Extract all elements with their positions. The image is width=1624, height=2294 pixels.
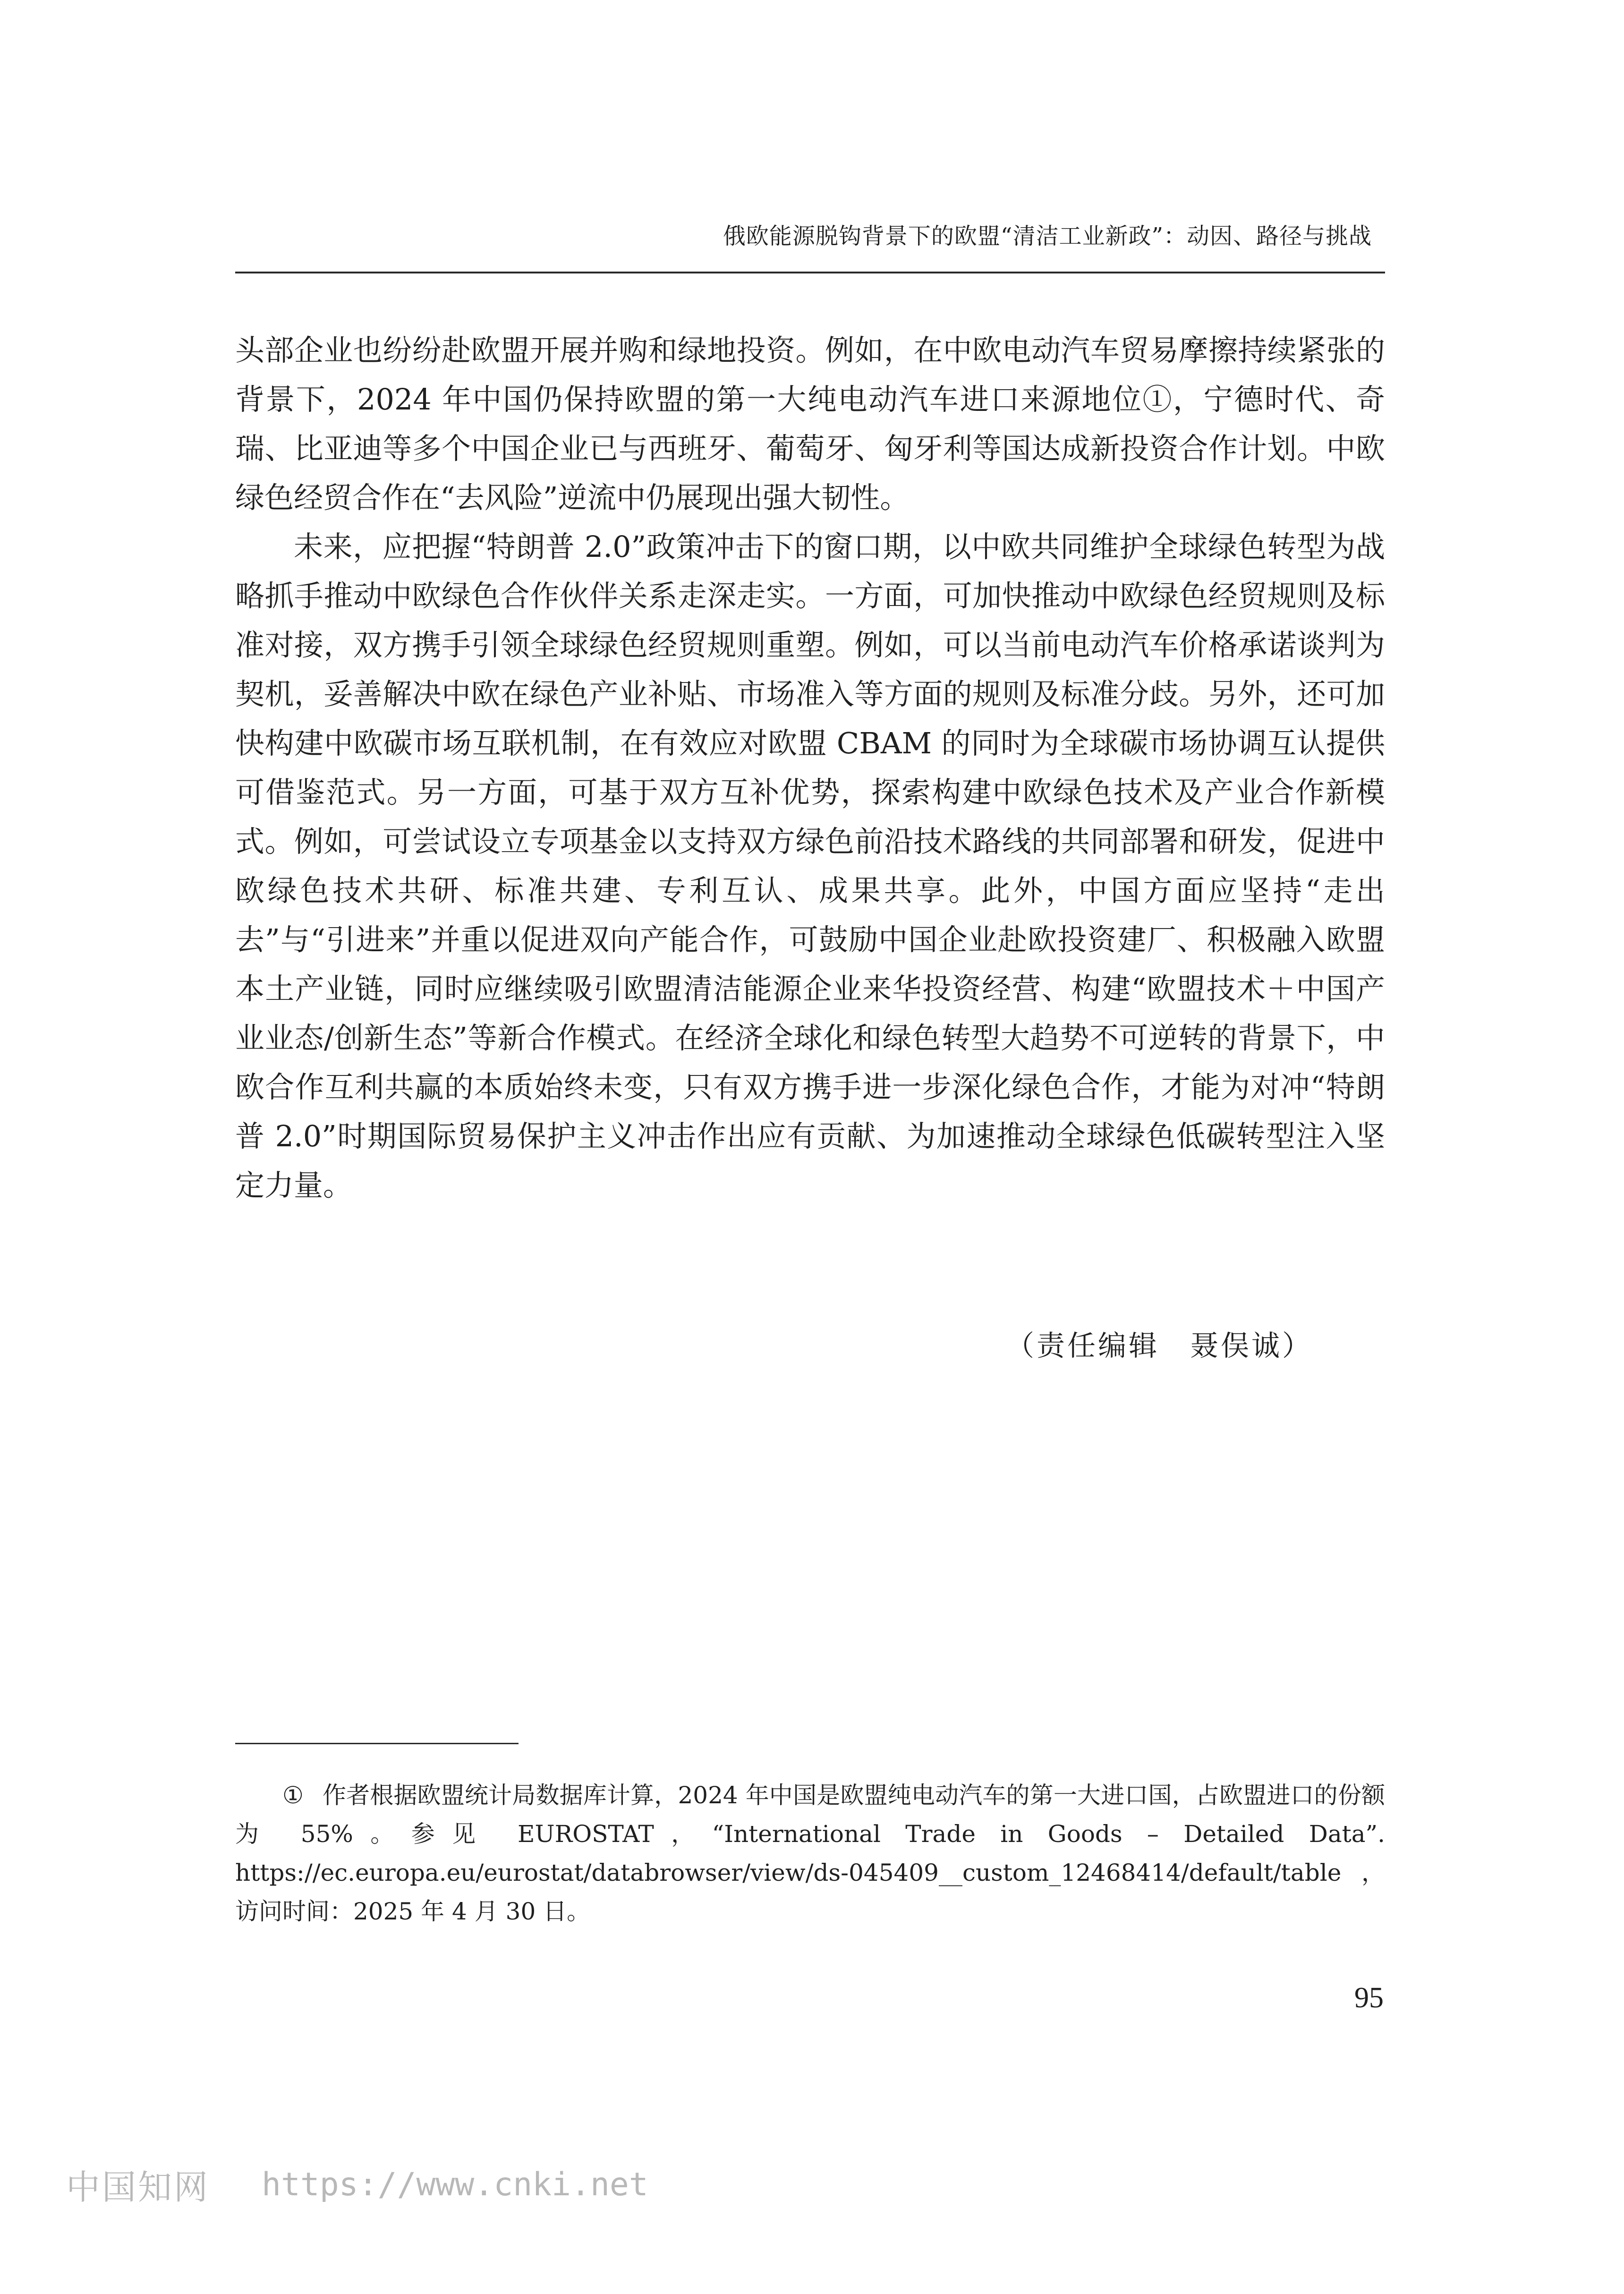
- footnote-paragraph: [235, 1776, 1385, 1931]
- footnote-rule: [235, 1743, 519, 1744]
- header-rule: [235, 272, 1385, 273]
- footnote-marker: ①: [282, 1782, 304, 1809]
- watermark-logo-text: 中国知网: [66, 2167, 210, 2207]
- editor-credit: （责任编辑 聂俣诚）: [1006, 1330, 1313, 1363]
- footnote-text: 作者根据欧盟统计局数据库计算，2024 年中国是欧盟纯电动汽车的第一大进口国，占欧盟进口的份额为 55%。参见 EUROSTAT，“International Trade in Goods – Detailed Data”. https://ec.europa.eu/eurostat/databrowser/view/ds-045409__custom_12468414/default/table，访问时间：2025 年 4 月 30 日。: [235, 1782, 1386, 1925]
- running-header-title: 俄欧能源脱钩背景下的欧盟“清洁工业新政”：动因、路径与挑战: [723, 223, 1372, 249]
- footnote: [235, 1776, 1385, 1931]
- watermark-url: https://www.cnki.net: [262, 2166, 648, 2203]
- body-paragraph-continued: 头部企业也纷纷赴欧盟开展并购和绿地投资。例如，在中欧电动汽车贸易摩擦持续紧张的背景下，2024 年中国仍保持欧盟的第一大纯电动汽车进口来源地位①，宁德时代、奇瑞、比亚迪等多个中国企业已与西班牙、葡萄牙、匈牙利等国达成新投资合作计划。中欧绿色经贸合作在“去风险”逆流中仍展现出强大韧性。: [235, 333, 1385, 515]
- page-number: 95: [1354, 1982, 1384, 2014]
- body-paragraph: 未来，应把握“特朗普 2.0”政策冲击下的窗口期，以中欧共同维护全球绿色转型为战略抓手推动中欧绿色合作伙伴关系走深走实。一方面，可加快推动中欧绿色经贸规则及标准对接，双方携手引领全球绿色经贸规则重塑。例如，可以当前电动汽车价格承诺谈判为契机，妥善解决中欧在绿色产业补贴、市场准入等方面的规则及标准分歧。另外，还可加快构建中欧碳市场互联机制，在有效应对欧盟 CBAM 的同时为全球碳市场协调互认提供可借鉴范式。另一方面，可基于双方互补优势，探索构建中欧绿色技术及产业合作新模式。例如，可尝试设立专项基金以支持双方绿色前沿技术路线的共同部署和研发，促进中欧绿色技术共研、标准共建、专利互认、成果共享。此外，中国方面应坚持“走出去”与“引进来”并重以促进双向产能合作，可鼓励中国企业赴欧投资建厂、积极融入欧盟本土产业链，同时应继续吸引欧盟清洁能源企业来华投资经营、构建“欧盟技术＋中国产业业态/创新生态”等新合作模式。在经济全球化和绿色转型大趋势不可逆转的背景下，中欧合作互利共赢的本质始终未变，只有双方携手进一步深化绿色合作，才能为对冲“特朗普 2.0”时期国际贸易保护主义冲击作出应有贡献、为加速推动全球绿色低碳转型注入坚定力量。: [235, 529, 1385, 1202]
- article-body: [235, 326, 1385, 1210]
- cnki-watermark: [66, 2158, 648, 2210]
